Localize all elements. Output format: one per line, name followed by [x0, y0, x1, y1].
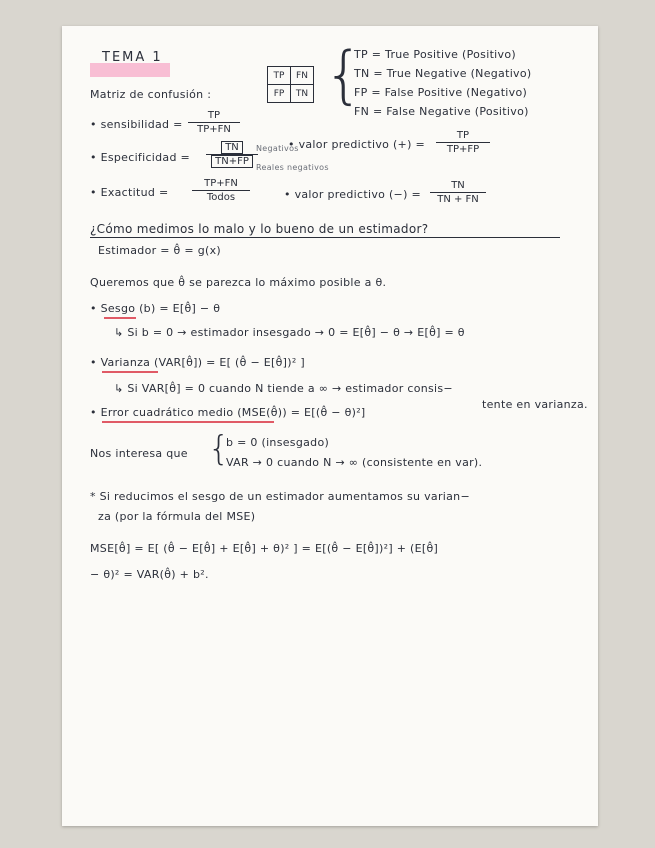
- sensitivity-denominator: TP+FN: [197, 124, 231, 135]
- variance-condition-2: tente en varianza.: [482, 398, 588, 411]
- ppv-numerator: TP: [436, 130, 490, 143]
- mse-underline: [102, 421, 274, 423]
- mse-definition: • Error cuadrático medio (MSE(θ̂)) = E[(θ̂ − θ)²]: [90, 406, 366, 419]
- specificity-label: • Especificidad =: [90, 151, 191, 164]
- def-fp: FP = False Positive (Negativo): [354, 86, 528, 99]
- npv-fraction: [430, 180, 486, 205]
- def-fn: FN = False Negative (Positivo): [354, 105, 529, 118]
- ppv-label: • valor predictivo (+) =: [288, 138, 425, 151]
- variance-definition: • Varianza (VAR[θ̂]) = E[ (θ̂ − E[θ̂])² ]: [90, 356, 305, 369]
- matrix-brace: {: [324, 38, 364, 111]
- interest-condition-2: VAR → 0 cuando N → ∞ (consistente en var).: [226, 456, 483, 469]
- bias-underline: [104, 317, 136, 319]
- npv-denominator: TN + FN: [437, 194, 479, 205]
- page-title: TEMA 1: [102, 50, 163, 65]
- bias-condition: ↳ Si b = 0 → estimador insesgado → 0 = E[θ̂] − θ → E[θ̂] = θ: [114, 326, 465, 339]
- accuracy-denominator: Todos: [206, 192, 236, 203]
- interest-brace: {: [208, 429, 230, 469]
- cell-tp: TP: [268, 67, 291, 85]
- estimator-definition: Estimador = θ̂ = g(x): [98, 244, 221, 257]
- mse-derivation-2: − θ)² = VAR(θ̂) + b².: [90, 568, 209, 581]
- specificity-denominator: TN+FP: [211, 155, 253, 168]
- confusion-matrix: [267, 66, 314, 103]
- accuracy-fraction: [192, 178, 250, 203]
- specificity-numerator: TN: [221, 141, 243, 154]
- sensitivity-label: • sensibilidad =: [90, 118, 183, 131]
- title-highlight: [90, 63, 170, 77]
- goal-statement: Queremos que θ̂ se parezca lo máximo posible a θ.: [90, 276, 387, 289]
- bias-variance-note-1: * Si reducimos el sesgo de un estimador aumentamos su varian−: [90, 490, 470, 503]
- accuracy-label: • Exactitud =: [90, 186, 169, 199]
- notebook-page: [62, 26, 598, 826]
- question-underline: [90, 237, 560, 238]
- cell-fn: FN: [291, 67, 314, 85]
- ppv-fraction: [436, 130, 490, 155]
- specificity-fraction: [206, 142, 258, 167]
- sensitivity-fraction: [188, 110, 240, 135]
- bias-variance-note-2: za (por la fórmula del MSE): [98, 510, 256, 523]
- specificity-numerator-note: Negativos: [256, 144, 299, 153]
- cell-fp: FP: [268, 85, 291, 103]
- ppv-denominator: TP+FP: [446, 144, 480, 155]
- confusion-label: Matriz de confusión :: [90, 88, 212, 101]
- sensitivity-numerator: TP: [188, 110, 240, 123]
- accuracy-numerator: TP+FN: [192, 178, 250, 191]
- mse-derivation-1: MSE[θ̂] = E[ (θ̂ − E[θ̂] + E[θ̂] + θ)² ] = E[(θ̂ − E[θ̂])²] + (E[θ̂]: [90, 542, 439, 555]
- bias-definition: • Sesgo (b) = E[θ̂] − θ: [90, 302, 221, 315]
- cell-tn: TN: [291, 85, 314, 103]
- question-line: ¿Cómo medimos lo malo y lo bueno de un estimador?: [90, 222, 429, 236]
- interest-prefix: Nos interesa que: [90, 447, 188, 460]
- variance-condition-1: ↳ Si VAR[θ̂] = 0 cuando N tiende a ∞ → estimador consis−: [114, 382, 453, 395]
- variance-underline: [102, 371, 158, 373]
- npv-label: • valor predictivo (−) =: [284, 188, 421, 201]
- def-tp: TP = True Positive (Positivo): [354, 48, 516, 61]
- def-tn: TN = True Negative (Negativo): [354, 67, 532, 80]
- interest-condition-1: b = 0 (insesgado): [226, 436, 330, 449]
- specificity-denominator-note: Reales negativos: [256, 163, 329, 172]
- npv-numerator: TN: [430, 180, 486, 193]
